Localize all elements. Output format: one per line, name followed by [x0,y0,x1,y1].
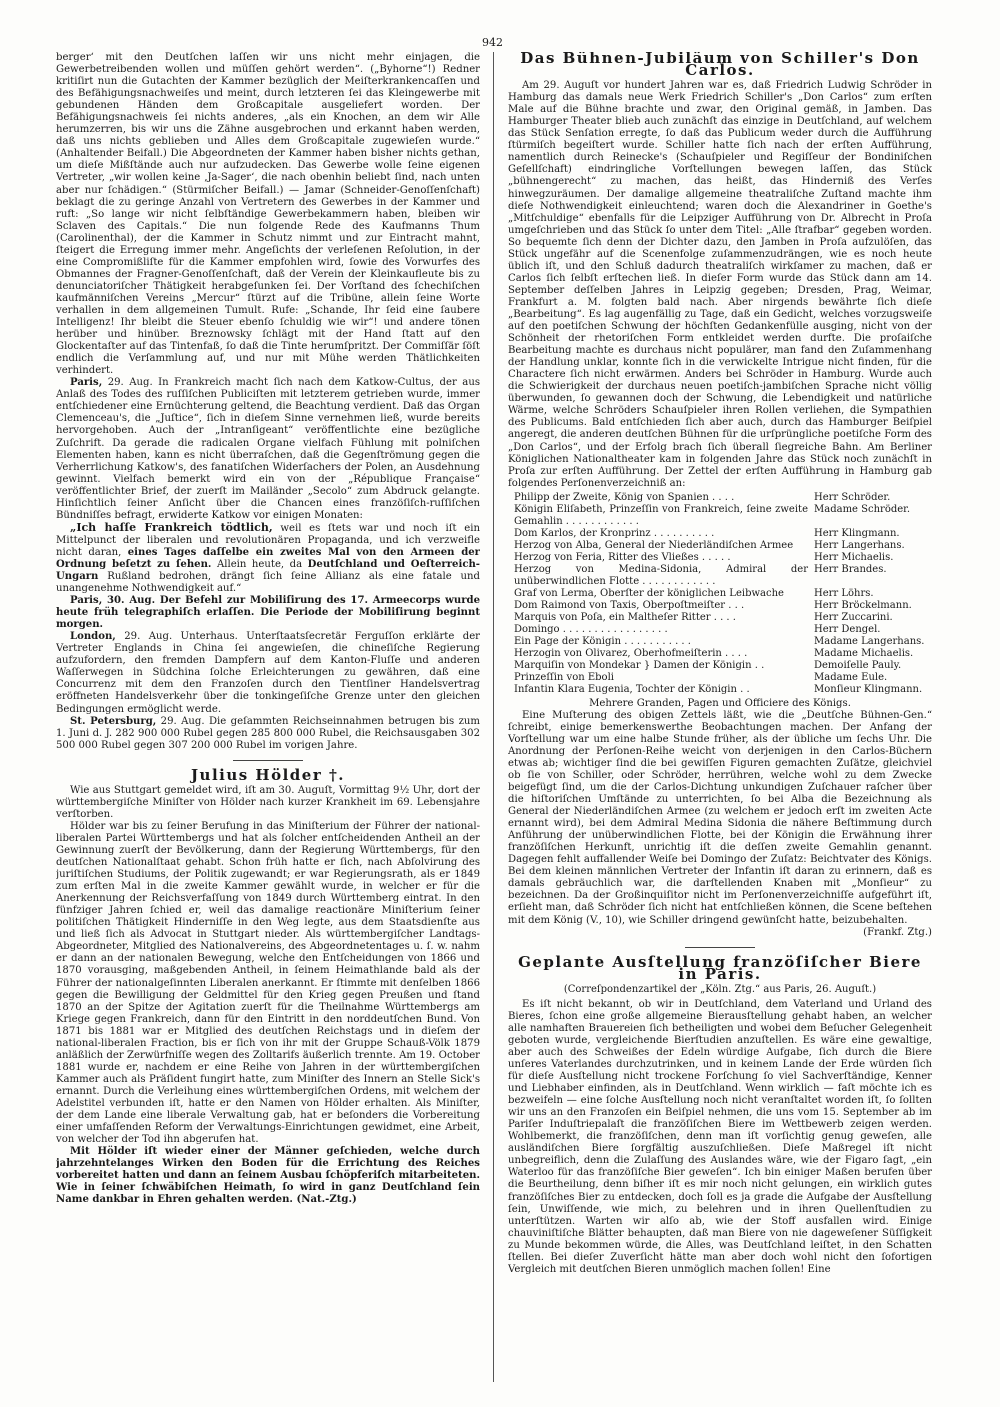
article-continuation: berger‘ mit den Deutſchen laſſen wir uns nicht mehr einjagen, die Gewerbetreibenden wollen und müſſen gehört werden“. („Byhorne“!) Redner kritiſirt nun die Gutachten der Kammer bezüglich der Meiſterkrankencaſſen und des Befähigungsnachweiſes und meint, durch letzteren ſei das Kleingewerbe mit gebundenen Händen dem Großcapitale ausgeliefert worden. Der Befähigungsnachweis ſei nichts anderes, „als ein Knochen, an dem wir Alle herumzerren, bis wir uns die Zähne ausgebrochen und erkannt haben werden, daß uns nichts geblieben und Alles dem Großcapitale zugewieſen wurde.“ (Anhaltender Beifall.) Die Abgeordneten der Kammer haben bisher nichts gethan, um dieſe Mißſtände auch nur aufzudecken. Das Gewerbe wolle ſeine eigenen Vertreter, „wir wollen keine ‚Ja-Sager‘, die nach obenhin beliebt ſind, nach unten aber nur ſchädigen.“ (Stürmiſcher Beifall.) — Jamar (Schneider-Genoſſenſchaft) beklagt die zu geringe Anzahl von Vertretern des Gewerbes in der Kammer und ruft: „So lange wir nicht ſelbſtändige Gewerbekammern haben, bleiben wir Sclaven des Capitals.“ Die nun folgende Rede des Kaufmanns Thum (Carolinenthal), der die Kammer in Schutz nimmt und zur Eintracht mahnt, ſteigert die Erregung immer mehr. Angeſichts der verleſenen Reſolution, in der eine Compromißliſte für die Kammer empfohlen wird, ſowie des Vorwurfes des Obmannes der Fragner-Genoſſenſchaft, daß der Verein der Kleinkaufleute bis zu denunciatoriſcher Thätigkeit herabgeſunken ſei. Der Vorſtand des ſchechiſchen kaufmänniſchen Vereins „Mercur“ ſtürzt auf die Tribüne, allein ſeine Worte verhallen in dem allgemeinen Tumult. Rufe: „Schande, Ihr ſeid eine ſaubere Intelligenz! Ihr bleibt die Steuer ebenſo ſchuldig wie wir“! und andere tönen herüber und hinüber. Breznowsky ſchlägt mit der Hand ſtatt auf den Glockentaſter auf das Tintenfaß, ſo daß die Tinte herumſpritzt. Der Commiſſär ſöſt endlich die Verſammlung auf, und nur mit Mühe werden Thätlichkeiten verhindert. [56,52,480,377]
cast-row [508,648,932,660]
cast-row [508,612,932,624]
news-paris-1 [56,377,480,522]
cast-row [508,624,932,636]
cast-actor: Herr Zuccarini. [814,611,893,623]
cast-role: Philipp der Zweite, König von Spanien . . . . [514,491,735,503]
cast-role: Ein Page der Königin . . . . . . . . . . . [514,635,691,647]
beer-paragraph: Es iſt nicht bekannt, ob wir in Deutſchland, dem Vaterland und Urland des Bieres, ſchon eine große allgemeine Bierausſtellung gehabt haben, an welcher alle namhaften Brauereien ſich betheiligten und wobei dem Beſucher Gelegenheit geboten wurde, vergleichende Bierſtudien anzuſtellen. Es wäre eine gewaltige, aber auch des Schweißes der Edeln würdige Aufgabe, ſich durch die Biere unſeres Vaterlandes durchzutrinken, und in keinem Lande der Erde würden ſich für dieſe Ausſtellung nicht trockene Forſchung ſo viel Sachverſtändige, Kenner und Liebhaber einfinden, als in Deutſchland. Wenn wirklich — faſt möchte ich es bezweifeln — eine ſolche Ausſtellung noch nicht veranſtaltet worden iſt, ſo ſollten wir uns an den Franzoſen ein Beiſpiel nehmen, die uns vom 15. September ab im Pariſer Induſtriepalaſt die franzöſiſchen Biere im Wettbewerb zeigen werden. Wohlbemerkt, die franzöſiſchen, denn man iſt vorſichtig genug geweſen, alle ausländiſchen Biere ſorgfältig auszuſchließen. Dieſe Maßregel iſt nicht unbegreiflich, denn die Zulaſſung des Auslandes wäre, wie der Figaro ſagt, „ein Waterloo für das franzöſiſche Bier geweſen“. Ich bin einiger Maßen berufen über die Beurtheilung, denn biſher iſt es mir noch nicht gelungen, ein wirklich gutes franzöſiſches Bier zu entdecken, doch ſoll es ja grade die Aufgabe der Ausſtellung ſein, Unwiſſende, wie mich, zu belehren und in ihren Quellenſtudien zu unterſtützen. Warten wir alſo ab, wie der Stoff ausfallen wird. Einige chauviniſtiſche Blätter behaupten, daß man Biere von nie dageweſener Süſſigkeit zu Munde bekommen würde, die Alles, was Deutſchland leiſtet, in den Schatten ſtellen. Bei dieſer Zuverſicht hätte man aber doch wohl nicht den ſofortigen Vergleich mit deutſchen Bieren unmöglich machen ſollen! Eine [508,998,932,1275]
beer-subtitle: (Correſpondenzartikel der „Köln. Ztg.“ aus Paris, 26. Auguſt.) [563,983,877,995]
cast-role: Königin Eliſabeth, Prinzeſſin von Frankreich, ſeine zweite Gemahlin . . . . . . . . . . . . [514,503,808,527]
cast-actor: Herr Löhrs. [814,587,874,599]
cast-row [508,492,932,504]
cast-actor: Herr Michaelis. [814,551,894,563]
carlos-paragraph: Eine Muſterung des obigen Zettels läßt, wie die „Deutſche Bühnen-Gen.“ ſchreibt, einige bemerkenswerthe Beobachtungen machen. Der Anfang der Vorſtellung war um eine halbe Stunde früher, als der übliche um ſechs Uhr. Die Anordnung der Perſonen-Reihe weicht von derjenigen in den Carlos-Büchern etwas ab; wichtiger ſind die bei gewiſſen Figuren gemachten Zuſätze, gleichviel ob ſie von Schiller, oder Schröder, herrühren, welche wohl zu dem Zwecke beigefügt ſind, um die der Carlos-Dichtung unkundigen Zuſchauer raſcher über die hiſtoriſchen Umſtände zu unterrichten, ſo bei Alba die Bezeichnung als General der Niederländiſchen Armee (zu welchem er jedoch erſt im zweiten Acte ernannt wird), bei dem Admiral Medina Sidonia die nähere Beſtimmung durch Anführung der unüberwindlichen Flotte, bei der Königin die Erwähnung ihrer franzöſiſchen Herkunft, unrichtig iſt die deſſen zweite Gemahlin genannt. Dagegen fehlt auffallender Weiſe bei Domingo der Zuſatz: Beichtvater des Königs. Bei dem kleinen männlichen Vertreter der Infantin iſt daran zu erinnern, daß es damals gebräuchlich war, die darſtellenden Knaben mit „Monſieur“ zu bezeichnen. Da der Großinquiſitor nicht im Perſonenverzeichniſſe aufgeführt iſt, erſieht man, daß Schröder ſich nicht hat entſchließen können, die Scene beſtehen mit dem König (V., 10), wie Schiller dringend gewünſcht hatte, beizubehalten. [508,709,932,926]
column-divider [493,52,494,1382]
cast-row [508,504,932,528]
news-paris-2: Paris, 30. Aug. Der Befehl zur Mobiliſirung des 17. Armeecorps wurde heute früh telegraphiſch erlaſſen. Die Periode der Mobiliſirung beginnt morgen. [56,595,480,631]
source-note: (Frankf. Ztg.) [863,926,932,938]
cast-role: Herzog von Feria, Ritter des Vließes . . . . . [514,551,731,563]
cast-row [508,588,932,600]
section-rule [685,947,755,948]
right-column [508,52,932,1387]
cast-row [508,600,932,612]
hoelder-paragraph: Mit Hölder iſt wieder einer der Männer geſchieden, welche durch jahrzehntelanges Wirken den Boden für die Errichtung des Reiches vorbereitet hatten und dann an ſeinem Ausbau ſchöpferiſch mitarbeiteten. Wie in ſeiner ſchwäbiſchen Heimath, ſo wird in ganz Deutſchland ſein Name dankbar in Ehren gehalten werden. (Nat.-Ztg.) [56,1146,480,1206]
news-text: 29. Aug. Unterhaus. Unterſtaatsſecretär Ferguſſon erklärte der Vertreter Englands in China ſei angewieſen, die chineſiſche Regierung aufzufordern, den fremden Dampfern auf dem Kanton-Fluſſe und anderen Waſſerwegen in Südchina ſolche Erleichterungen zu gewähren, daß eine Concurrenz mit dem den Franzoſen durch den Tientſiner Handelsvertrag eröffneten Handelsverkehr über die tonkingeſiſche Grenze unter den gleichen Bedingungen ermöglicht werde. [56,631,480,715]
cast-row [508,684,932,696]
cast-actor: Herr Brandes. [814,563,887,575]
cast-role: Herzog von Medina-Sidonia, Admiral der unüberwindlichen Flotte . . . . . . . . . . . . [514,563,808,587]
cast-actor: Herr Langerhans. [814,539,905,551]
dateline-place: London, [70,631,116,643]
cast-actor: Herr Dengel. [814,623,881,635]
quote-bold: eines Tages daſſelbe ein zweites Mal von den Armeen der Ordnung beſetzt zu ſehen. [56,546,480,570]
cast-row [508,636,932,648]
quote-bold: Deutſchland und Oeſterreich-Ungarn [56,558,480,583]
cast-row [508,540,932,552]
carlos-paragraph: Am 29. Auguſt vor hundert Jahren war es, daß Friedrich Ludwig Schröder in Hamburg das damals neue Werk Friedrich Schiller's „Don Carlos“ zum erſten Male auf die Bühne brachte und zwar, den Original gemäß, in Jamben. Das Hamburger Theater blieb auch zunächſt das einzige in Deutſchland, auf welchem das Stück Senſation erregte, ſo daß das Publicum weder durch die Aufführung ſtürmiſch begeiſtert wurde. Schiller hatte ſich nach der erſten Aufführung, namentlich durch Reinecke's (Schauſpieler und Regiſſeur der Bondiniſchen Geſellſchaft) eindringliche Vorſtellungen bewegen laſſen, das Stück „bühnengerecht“ zu machen, das heißt, das Hinderniß des Verſes hinwegzuräumen. Der damalige allgemeine theatraliſche Zuſtand machte ihm dieſe Nothwendigkeit einleuchtend; waren doch die Alexandriner in Goethe's „Mitſchuldige“ ebenfalls für die Leipziger Aufführung von Dr. Albrecht in Proſa umgeſchrieben und das Stück ſo unter dem Titel: „Alle ſtrafbar“ gegeben worden. So bequemte ſich denn der Dichter dazu, den Jamben in Proſa aufzulöſen, das Stück ungefähr auf die Scenenfolge zuſammenzudrängen, wie es noch heute üblich iſt, und den Schluß dadurch theatraliſch wirkſamer zu machen, daß er Carlos ſich ſelbſt erſtechen ließ. In dieſer Form wurde das Stück dann am 14. September deſſelben Jahres in Leipzig gegeben; Dresden, Prag, Weimar, Frankfurt a. M. folgten bald nach. Aber nirgends bewährte ſich dieſe „Bearbeitung“. Es lag augenfällig zu Tage, daß ein Gedicht, welches vorzugsweiſe auf den poetiſchen Schwung der höchſten Gedankenfülle ausging, nicht von der Schönheit der rhetoriſchen Form entkleidet werden durfte. Die proſaiſche Bearbeitung machte es durchaus nicht populärer, man fand den Zuſammenhang der Handlung unklar, konnte ſich in die verwickelte Intrigue nicht finden, für die Charactere ſich nicht erwärmen. Anders bei Schröder in Hamburg. Wurde auch die Schwierigkeit der durchaus neuen poetiſch-jambiſchen Sprache nicht völlig überwunden, ſo gewannen doch der Schwung, die Lebendigkeit und natürliche Wärme, welche Schröders Schauſpieler ihren Rollen verliehen, die Sympathien des Publicums. Bald entſchieden ſich aber auch, durch das Hamburger Beiſpiel angeregt, die anderen deutſchen Bühnen für die urſprüngliche poetiſche Form des „Don Carlos“, und der Erfolg brach ſich überall ſiegreiche Bahn. Am Berliner Königlichen Nationaltheater kam in folgenden Jahre das Stück noch zunächſt in Proſa zur erſten Aufführung. Der Zettel der erſten Aufführung in Hamburg gab folgendes Perſonenverzeichniß an: [508,80,932,489]
news-text: 29. Aug. In Frankreich macht ſich nach dem Katkow-Cultus, der aus Anlaß des Todes des ruſſiſchen Publiciſten mit letzterem getrieben wurde, immer entſchiedener eine Ernüchterung geltend, die Beachtung verdient. Daß das Organ Clemenceau's, die „Juſtice“, ſich in dieſem Sinne vernehmen ließ, wurde bereits hervorgehoben. Auch der „Intranſigeant“ veröffentlichte eine bezügliche Zuſchrift. Da gerade die radicalen Organe vielfach Fühlung mit polniſchen Elementen haben, kann es nicht überraſchen, daß die Gegenſtrömung gegen die Verherrlichung Katkow's, des fanatiſchen Widerſachers der Polen, an Ausdehnung gewinnt. Vielfach bemerkt wird ein von der „République Française“ veröffentlichter Brief, der zuerſt im Mailänder „Secolo“ zum Abdruck gelangte. Hinſichtlich ſeiner Anſicht über die Chancen eines franzöſiſch-ruſſiſchen Bündniſſes befragt, erwiderte Katkow vor einigen Monaten: [56,377,480,521]
section-rule [233,760,303,761]
page-number: 942 [482,36,503,49]
cast-role: Infantin Klara Eugenia, Tochter der Königin . . [514,683,750,695]
headline-don-carlos: Das Bühnen-Jubiläum von Schiller's Don Carlos. [520,52,920,80]
hoelder-paragraph: Hölder war bis zu ſeiner Berufung in das Miniſterium der Führer der national-liberalen Partei Württembergs und hat als ſolcher entſcheidenden Antheil an der Gewinnung zuerſt der Bevölkerung, dann der Regierung Württembergs, für den deutſchen Nationalſtaat gehabt. Schon früh hatte er ſich, nach Abſolvirung des juriſtiſchen Studiums, der Politik zugewandt; er war Regierungsrath, als er 1849 zum erſten Mal in die zweite Kammer gewählt wurde, in welcher er für die Anerkennung der Reichsverfaſſung von 1849 durch Württemberg eintrat. In den fünfziger Jahren ſchied er, weil das damalige reactionäre Miniſterium ſeiner politiſchen Thätigkeit Hinderniſſe in den Weg legte, aus dem Staatsdienſte aus und ließ ſich als Advocat in Stuttgart nieder. Als württembergiſcher Landtags-Abgeordneter, Mitglied des Nationalvereins, des Abgeordnetentages u. ſ. w. nahm er dann an der nationalen Bewegung, welche den Entſcheidungen von 1866 und 1870 vorausging, maßgebenden Antheil, in ſeinem Heimathlande bald als der Führer der nationalgeſinnten Liberalen anerkannt. Er ſtimmte mit denſelben 1866 gegen die Bewilligung der Geldmittel für den Krieg gegen Preußen und ſtand 1870 an der Spitze der Agitation zuerſt für die Theilnahme Württembergs am Kriege gegen Frankreich, dann für den Eintritt in den norddeutſchen Bund. Von 1871 bis 1881 war er Mitglied des deutſchen Reichstags und in dieſem der national-liberalen Fraction, bis er ſich von ihr mit der Gruppe Schauß-Völk 1879 anläßlich der Zerwürfniſſe wegen des Zolltarifs äußerlich trennte. Am 19. October 1881 wurde er, nachdem er eine Reihe von Jahren in der württembergiſchen Kammer auch als Präſident fungirt hatte, zum Miniſter des Innern an Stelle Sick's ernannt. Durch die Verleihung eines württembergiſchen Ordens, mit welchem der Adelstitel verbunden iſt, hatte er den Namen von Hölder erhalten. Als Miniſter, der dem Lande eine liberale Verwaltung gab, hat er beſonders die Vorbereitung einer umfaſſenden Reform der Verwaltungs-Einrichtungen gewidmet, eine Arbeit, von welcher der Tod ihn abgerufen hat. [56,820,480,1146]
cast-actor: Madame Eule. [814,671,888,683]
cast-role: Prinzeſſin von Eboli [514,671,614,683]
cast-role: Herzogin von Olivarez, Oberhofmeiſterin . . . . [514,647,748,659]
cast-actor: Herr Bröckelmann. [814,599,912,611]
dateline-place: St. Petersburg, [70,715,157,727]
cast-row [508,552,932,564]
cast-tail: Mehrere Granden, Pagen und Officiere des Königs. [589,697,851,709]
cast-row [508,528,932,540]
quote-text: Allein heute, da [211,558,308,570]
news-st-petersburg [56,716,480,752]
cast-role: Dom Karlos, der Kronprinz . . . . . . . . . . [514,527,715,539]
cast-list [508,492,932,696]
dateline-place: Paris, [70,377,103,389]
cast-role: Herzog von Alba, General der Niederländiſchen Armee [514,539,794,551]
left-column [56,52,480,1387]
news-text: 29. Aug. Die geſammten Reichseinnahmen betrugen bis zum 1. Juni d. J. 282 900 000 Rubel gegen 285 800 000 Rubel, die Reichsausgaben 302 500 000 Rubel gegen 307 200 000 Rubel im vorigen Jahre. [56,715,480,751]
headline-hoelder: Julius Hölder †. [190,765,346,784]
cast-role: Graf von Lerma, Oberſter der königlichen Leibwache [514,587,784,599]
cast-role: Marquiſin von Mondekar } Damen der Königin . . [514,659,765,671]
hoelder-paragraph: Wie aus Stuttgart gemeldet wird, iſt am 30. Auguſt, Vormittag 9½ Uhr, dort der württembergiſche Miniſter von Hölder nach kurzer Krankheit im 69. Lebensjahre verſtorben. [56,784,480,820]
cast-role: Marquis von Poſa, ein Maltheſer Ritter . . . . [514,611,736,623]
cast-actor: Madame Langerhans. [814,635,925,647]
cast-actor: Madame Michaelis. [814,647,914,659]
quote-text: Rußland bedrohen, drängt ſich ſeine Allianz als eine fatale und unangenehme Nothwendigkeit auf.“ [56,571,480,595]
cast-actor: Monſieur Klingmann. [814,683,923,695]
cast-row [508,564,932,588]
cast-actor: Madame Schröder. [814,503,911,515]
cast-row [508,672,932,684]
news-london [56,631,480,715]
cast-row [508,660,932,672]
cast-actor: Demoiſelle Pauly. [814,659,902,671]
cast-actor: Herr Schröder. [814,491,891,503]
cast-role: Domingo . . . . . . . . . . . . . . . . . [514,623,668,635]
katkow-quote [56,522,480,595]
headline-beer: Geplante Ausſtellung franzöſiſcher Biere in Paris. [518,952,922,983]
cast-role: Dom Raimond von Taxis, Oberpoſtmeiſter . . . [514,599,745,611]
quote-bold: „Ich haſſe Frankreich tödtlich, [70,520,273,534]
quote-text: weil es ſtets war und noch iſt ein Mittelpunct der liberalen und revolutionären Propaganda, und ich verzweifle nicht daran, [56,522,480,558]
cast-actor: Herr Klingmann. [814,527,900,539]
